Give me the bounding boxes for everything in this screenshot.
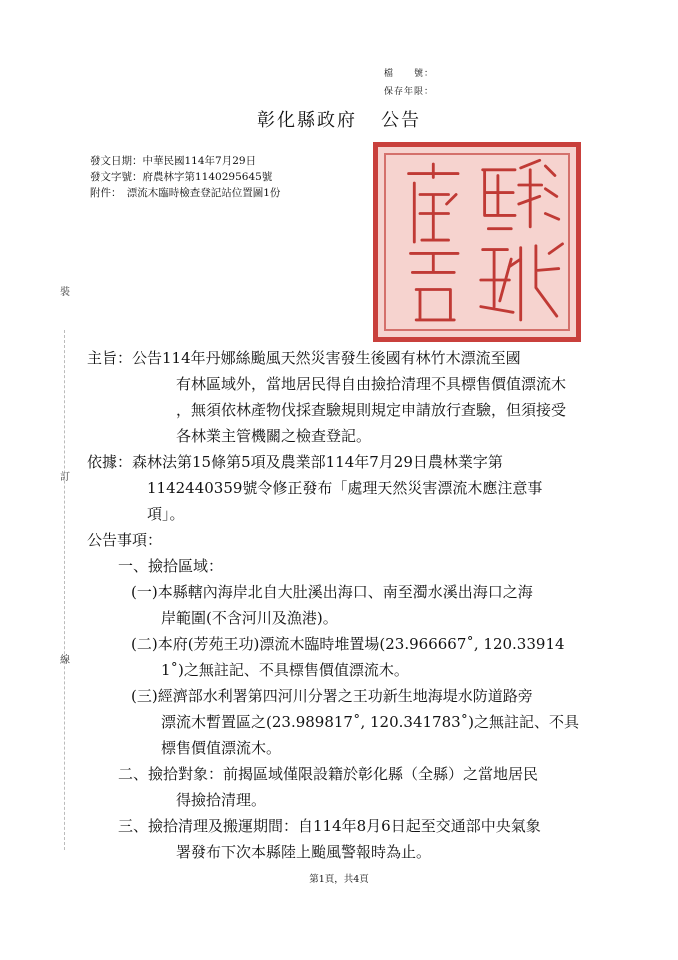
official-seal [373, 142, 581, 342]
area-item-2-line-1: (二)本府(芳苑王功)漂流木臨時堆置場(23.966667˚, 120.33914 [131, 635, 565, 653]
page-number: 第1頁，共4頁 [309, 874, 369, 885]
area-heading: 一、撿拾區域： [118, 557, 224, 575]
target-line-1: 二、撿拾對象：前揭區域僅限設籍於彰化縣（全縣）之當地居民 [118, 765, 539, 783]
issue-date: 發文日期：中華民國114年7月29日 [90, 155, 257, 167]
area-item-3-line-1: (三)經濟部水利署第四河川分署之王功新生地海堤水防道路旁 [131, 687, 533, 705]
subject-line-1: 主旨：公告114年丹娜絲颱風天然災害發生後國有林竹木漂流至國 [87, 349, 521, 367]
area-item-3-line-2: 漂流木暫置區之(23.989817˚, 120.341783˚)之無註記、不具 [161, 713, 580, 731]
period-line-2: 署發布下次本縣陸上颱風警報時為止。 [176, 843, 432, 861]
area-item-1-line-2: 岸範圍(不含河川及漁港)。 [161, 609, 338, 627]
subject-line-2: 有林區域外，當地居民得自由撿拾清理不具標售價值漂流木 [176, 375, 567, 393]
agency-name: 彰化縣政府 [257, 110, 357, 131]
attachment-line: 附件： 漂流木臨時檢查登記站位置圖1份 [90, 187, 281, 199]
file-number-label: 檔 號： [384, 69, 435, 79]
subject-line-3: ，無須依林產物伐採查驗規則規定申請放行查驗，但須接受 [176, 401, 567, 419]
area-item-2-line-2: 1˚)之無註記、不具標售價值漂流木。 [161, 661, 409, 679]
binding-line [64, 330, 65, 850]
seal-glyphs [378, 147, 576, 337]
area-item-3-line-3: 標售價值漂流木。 [161, 739, 282, 757]
subject-line-4: 各林業主管機關之檢查登記。 [176, 427, 372, 445]
notice-heading: 公告事項： [87, 531, 163, 549]
basis-line-2: 1142440359號令修正發布「處理天然災害漂流木應注意事 [147, 479, 543, 497]
issue-number: 發文字號：府農林字第1140295645號 [90, 171, 273, 183]
binding-mark-bind: 裝 [60, 287, 70, 298]
binding-mark-staple: 訂 [60, 472, 70, 483]
retention-period-label: 保存年限： [384, 87, 435, 97]
target-line-2: 得撿拾清理。 [176, 791, 267, 809]
binding-mark-line: 線 [60, 655, 70, 666]
document-type: 公告 [381, 110, 421, 131]
basis-line-3: 項」。 [147, 505, 185, 523]
period-line-1: 三、撿拾清理及搬運期間：自114年8月6日起至交通部中央氣象 [118, 817, 541, 835]
document-title [0, 106, 678, 132]
basis-line-1: 依據：森林法第15條第5項及農業部114年7月29日農林業字第 [87, 453, 503, 471]
area-item-1-line-1: (一)本縣轄內海岸北自大肚溪出海口、南至濁水溪出海口之海 [131, 583, 533, 601]
